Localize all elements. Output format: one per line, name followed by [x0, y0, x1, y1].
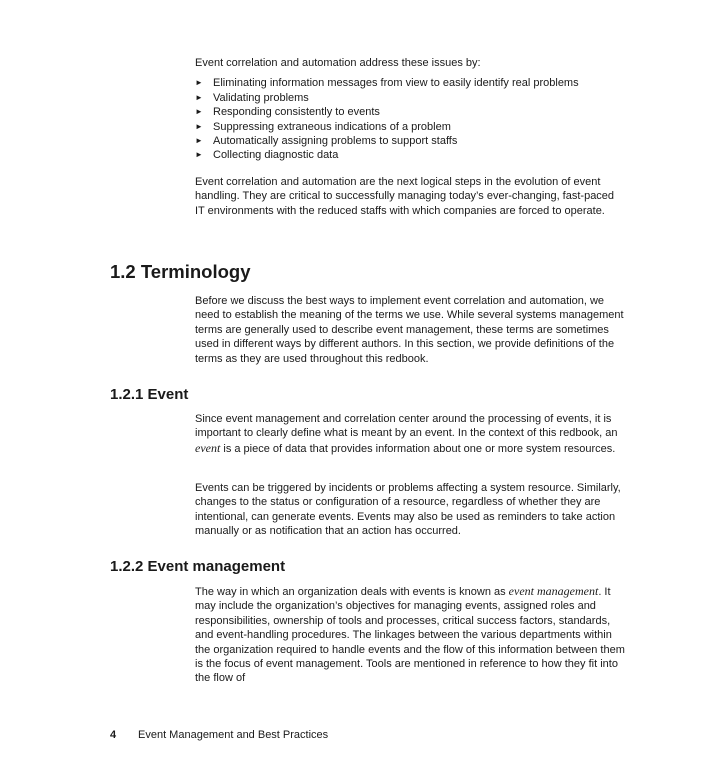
event-paragraph-1: Since event management and correlation center around the processing of events, it is important to clearly define what is meant by an event. In the context of this redbook, an event is a piece of data that provides information about one or more system resources. [195, 413, 618, 455]
subsection-heading-event-management: 1.2.2 Event management [110, 558, 286, 575]
event-paragraph-2: Events can be triggered by incidents or problems affecting a system resource. Similarly, changes to the status or configuration of a resource, regardless of whether they are intentional, can generate events. Events may also be used as reminders to take action manually or as notification that an action has occurred. [195, 482, 621, 538]
bullet-arrow-icon: ► [195, 150, 203, 160]
intro-lead: Event correlation and automation address these issues by: [195, 57, 481, 69]
bullet-arrow-icon: ► [195, 136, 203, 146]
bullet-arrow-icon: ► [195, 92, 203, 102]
list-item: ► Automatically assigning problems to support staffs [195, 135, 458, 148]
list-item: ► Eliminating information messages from view to easily identify real problems [195, 77, 579, 90]
term-event-management: event management [508, 584, 599, 598]
intro-closing-paragraph: Event correlation and automation are the next logical steps in the evolution of event handling. They are critical to successfully managing today’s ever-changing, fast-paced IT environments with the reduced staffs with which companies are forced to operate. [195, 176, 615, 217]
bullet-arrow-icon: ► [195, 121, 203, 131]
term-event: event [195, 440, 221, 455]
section-heading-terminology: 1.2 Terminology [110, 261, 251, 282]
bullet-arrow-icon: ► [195, 107, 203, 117]
bullet-arrow-icon: ► [195, 78, 203, 88]
list-item: ► Validating problems [195, 91, 309, 104]
issues-bullet-list [195, 76, 625, 162]
list-item: ► Suppressing extraneous indications of a problem [195, 120, 451, 133]
terminology-paragraph: Before we discuss the best ways to implement event correlation and automation, we need to establish the meaning of the terms we use. While several systems management terms are generally used to describe event management, these terms are sometimes used in different ways by different authors. In this section, we provide definitions of the terms as they are used throughout this redbook. [195, 295, 624, 365]
page-number: 4 [110, 729, 117, 741]
intro-block [195, 56, 625, 163]
page-footer [110, 729, 328, 741]
list-item: ► Responding consistently to events [195, 106, 380, 119]
list-item: ► Collecting diagnostic data [195, 149, 339, 162]
subsection-heading-event: 1.2.1 Event [110, 386, 189, 403]
event-management-paragraph: The way in which an organization deals with events is known as event management. It may include the organization’s objectives for managing events, assigned roles and responsibilities, ownership of tools and processes, critical success factors, standards, and event-handling procedures. The linkages between the various departments within the organization required to handle events and the flow of this information between them is the focus of event management. Tools are mentioned in reference to how they fit into the flow of [195, 584, 625, 685]
book-title: Event Management and Best Practices [138, 729, 329, 741]
